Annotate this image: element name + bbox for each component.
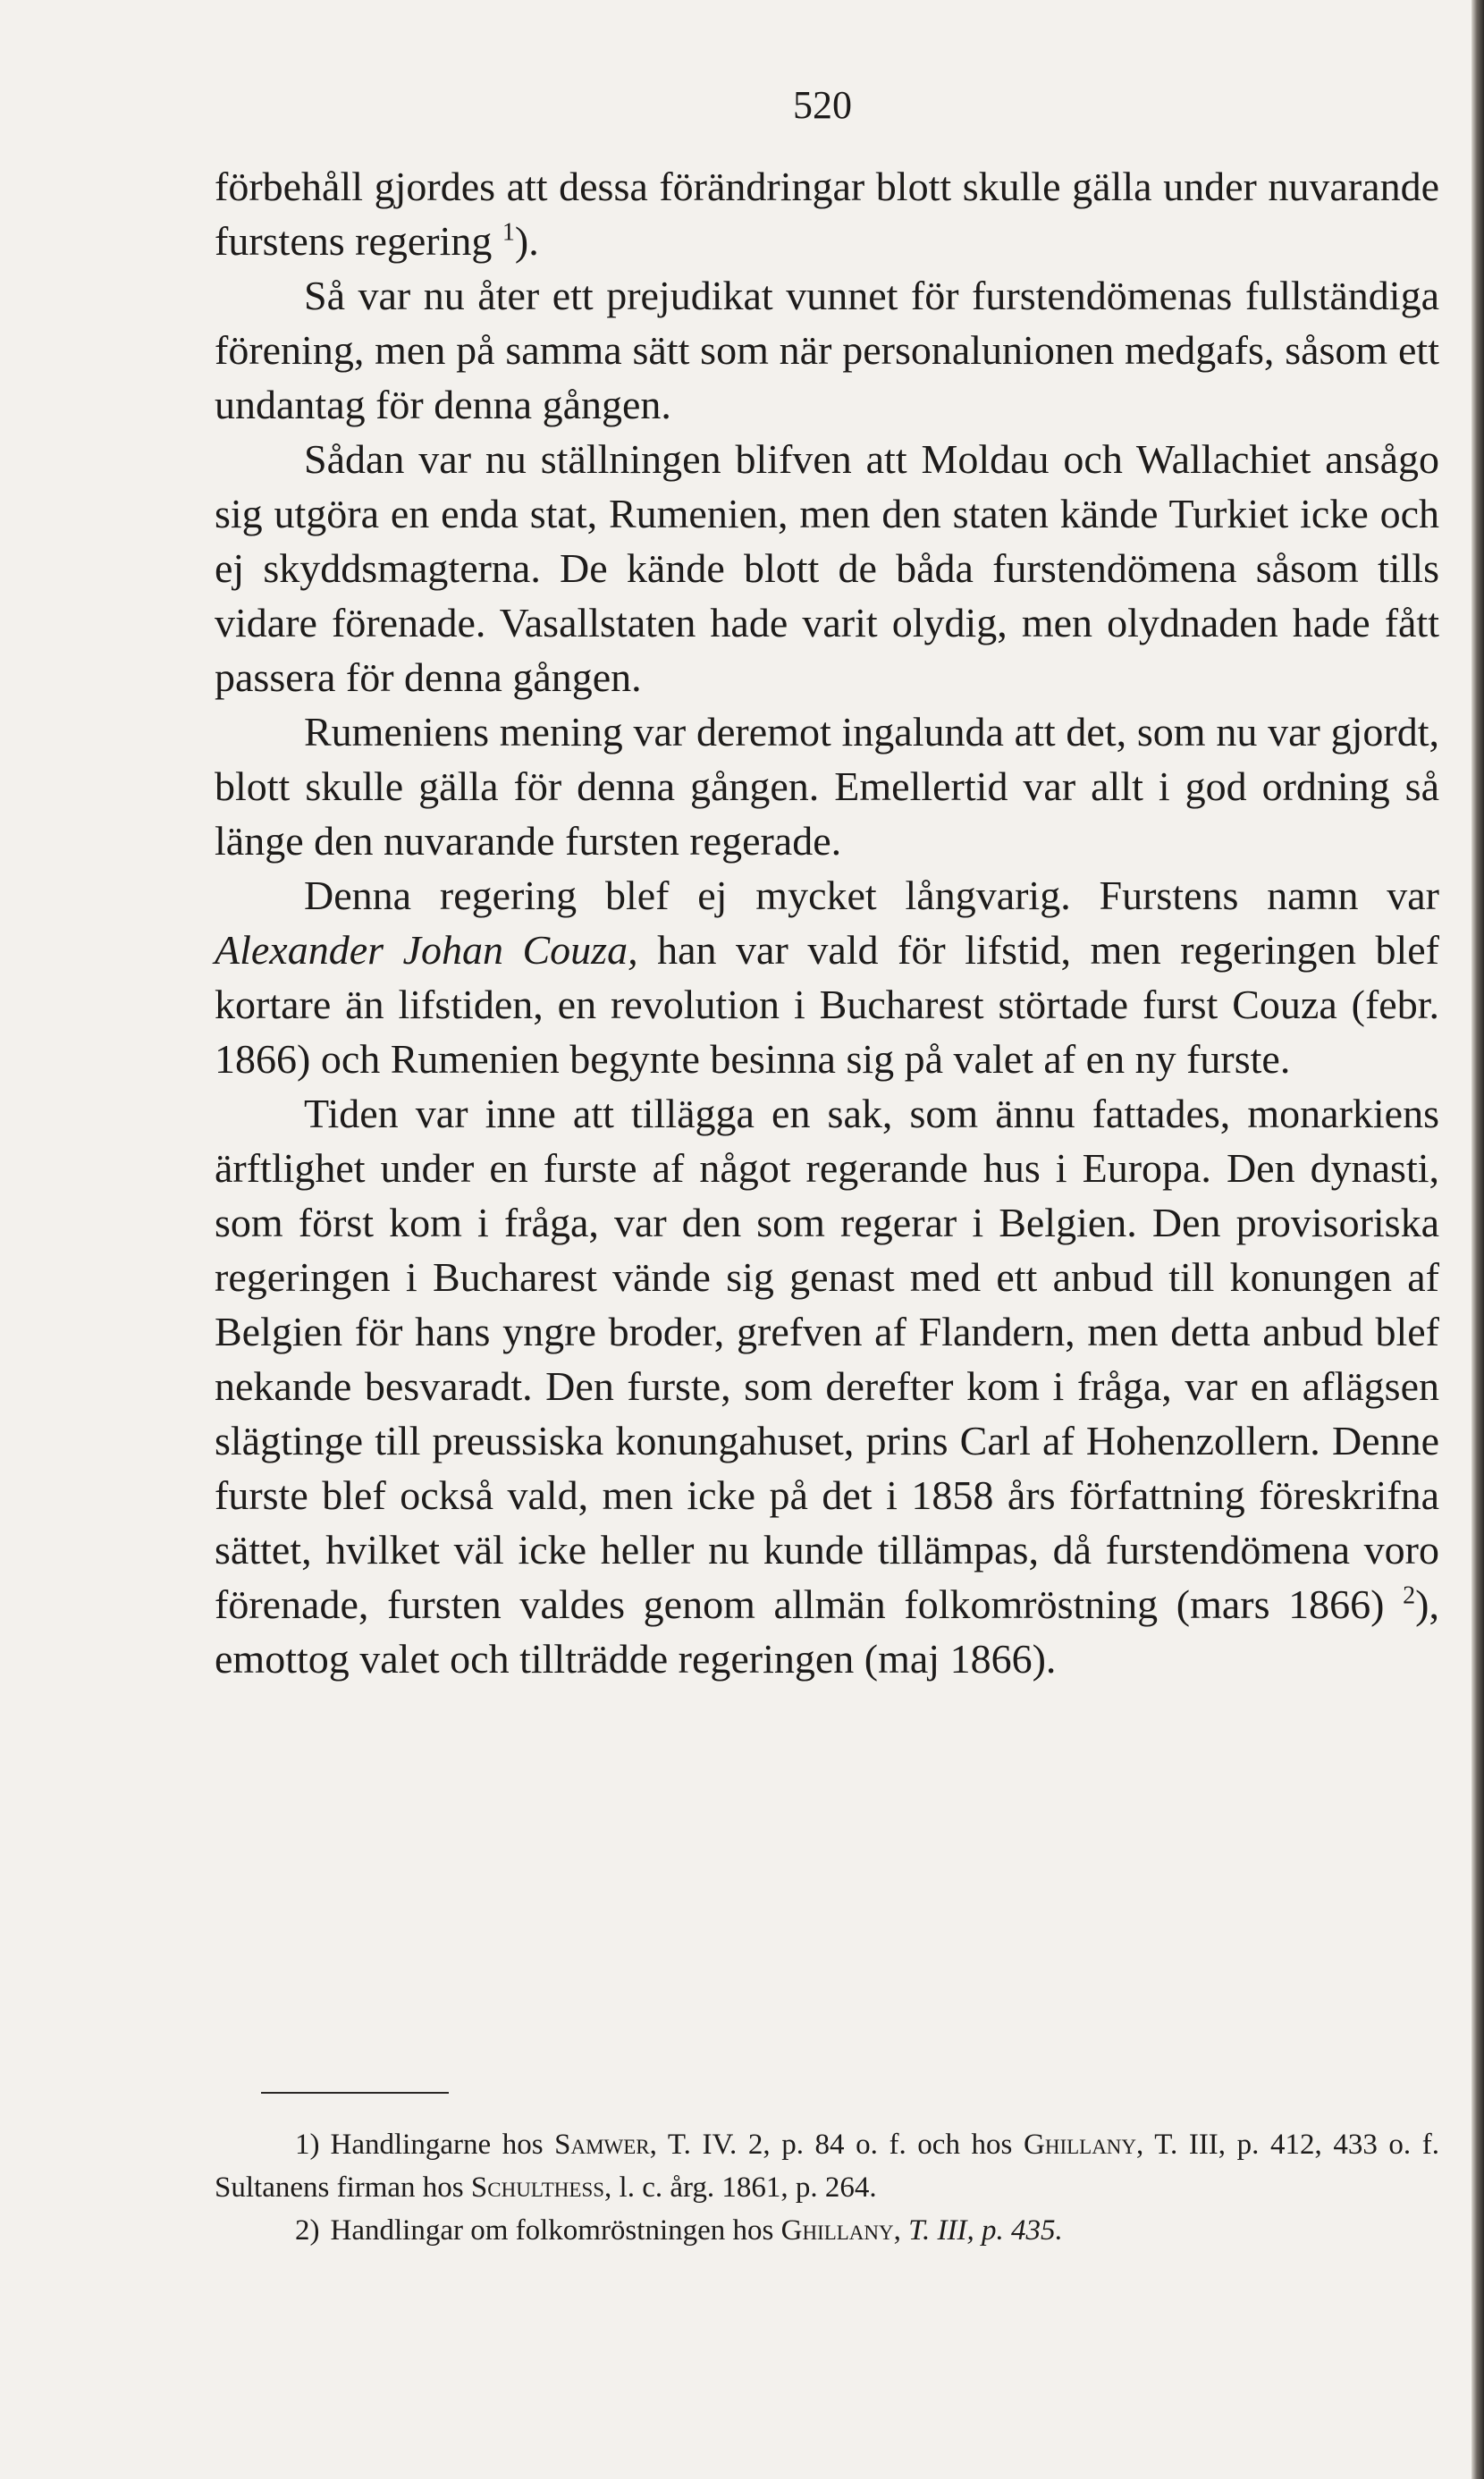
footnote-2: 2) Handlingar om folkomröstningen hos Ghillany, T. III, p. 435.	[295, 2214, 1063, 2247]
paragraph-1: förbehåll gjordes att dessa förändringar blott skulle gälla under nuvarande furstens regering $^1$).	[215, 164, 1439, 264]
body-text	[215, 159, 1439, 1686]
footnote-ref-2[interactable]: 2	[1403, 1581, 1416, 1610]
paragraph-2: Så var nu åter ett prejudikat vunnet för furstendömenas fullständiga förening, men på samma sätt som när personalunionen medgafs, såsom ett undantag för denna gången.	[215, 273, 1439, 427]
paragraph-4: Rumeniens mening var deremot ingalunda att det, som nu var gjordt, blott skulle gälla för denna gången. Emellertid var allt i god ordning så länge den nuvarande fursten regerade.	[215, 709, 1439, 864]
paragraph-6: Tiden var inne att tillägga en sak, som ännu fattades, monarkiens ärftlighet under en furste af något regerande hus i Europa. Den dynasti, som först kom i fråga, var den som regerar i Belgien. Den provisoriska regeringen i Bucharest vände sig genast med ett anbud till konungen af Belgien för hans yngre broder, grefven af Flandern, men detta anbud blef nekande besvaradt. Den furste, som derefter kom i fråga, var en aflägsen slägtinge till preussiska konungahuset, prins Carl af Hohenzollern. Denne furste blef också vald, men icke på det i 1858 års författning föreskrifna sättet, hvilket väl icke heller nu kunde tillämpas, då furstendömena voro förenade, fursten valdes genom allmän folkomröstning (mars 1866) $^2$), emottog valet och tillträdde regeringen (maj 1866).	[215, 1091, 1439, 1682]
footnote-ref-1[interactable]: 1	[502, 218, 515, 247]
paragraph-1-text: förbehåll gjordes att dessa förändringar blott skulle gälla under nuvarande furstens regering	[215, 164, 1439, 264]
footnote-1: 1) Handlingarne hos Samwer, T. IV. 2, p. 84 o. f. och hos Ghillany, T. III, p. 412, 433 o. f. Sultanens firman hos Schulthess, l. c. årg. 1861, p. 264.	[215, 2129, 1439, 2204]
footnote-1-number: 1)	[295, 2129, 320, 2161]
paragraph-3: Sådan var nu ställningen blifven att Moldau och Wallachiet ansågo sig utgöra en enda stat, Rumenien, men den staten kände Turkiet icke och ej skyddsmagterna. De kände blott de båda furstendömena såsom tills vidare förenade. Vasallstaten hade varit olydig, men olydnaden hade fått passera för denna gången.	[215, 436, 1439, 700]
footnotes	[215, 2123, 1439, 2252]
footnote-divider	[261, 2092, 449, 2094]
footnote-2-number: 2)	[295, 2214, 320, 2247]
person-name: Alexander Johan Couza,	[215, 927, 638, 973]
page-edge	[1471, 0, 1484, 2479]
paragraph-5: Denna regering blef ej mycket långvarig. Furstens namn var Alexander Johan Couza, han var vald för lifstid, men regeringen blef kortare än lifstiden, en revolution i Bucharest störtade furst Couza (febr. 1866) och Rumenien begynte besinna sig på valet af en ny furste.	[215, 873, 1440, 1082]
page-number: 520	[793, 83, 852, 127]
